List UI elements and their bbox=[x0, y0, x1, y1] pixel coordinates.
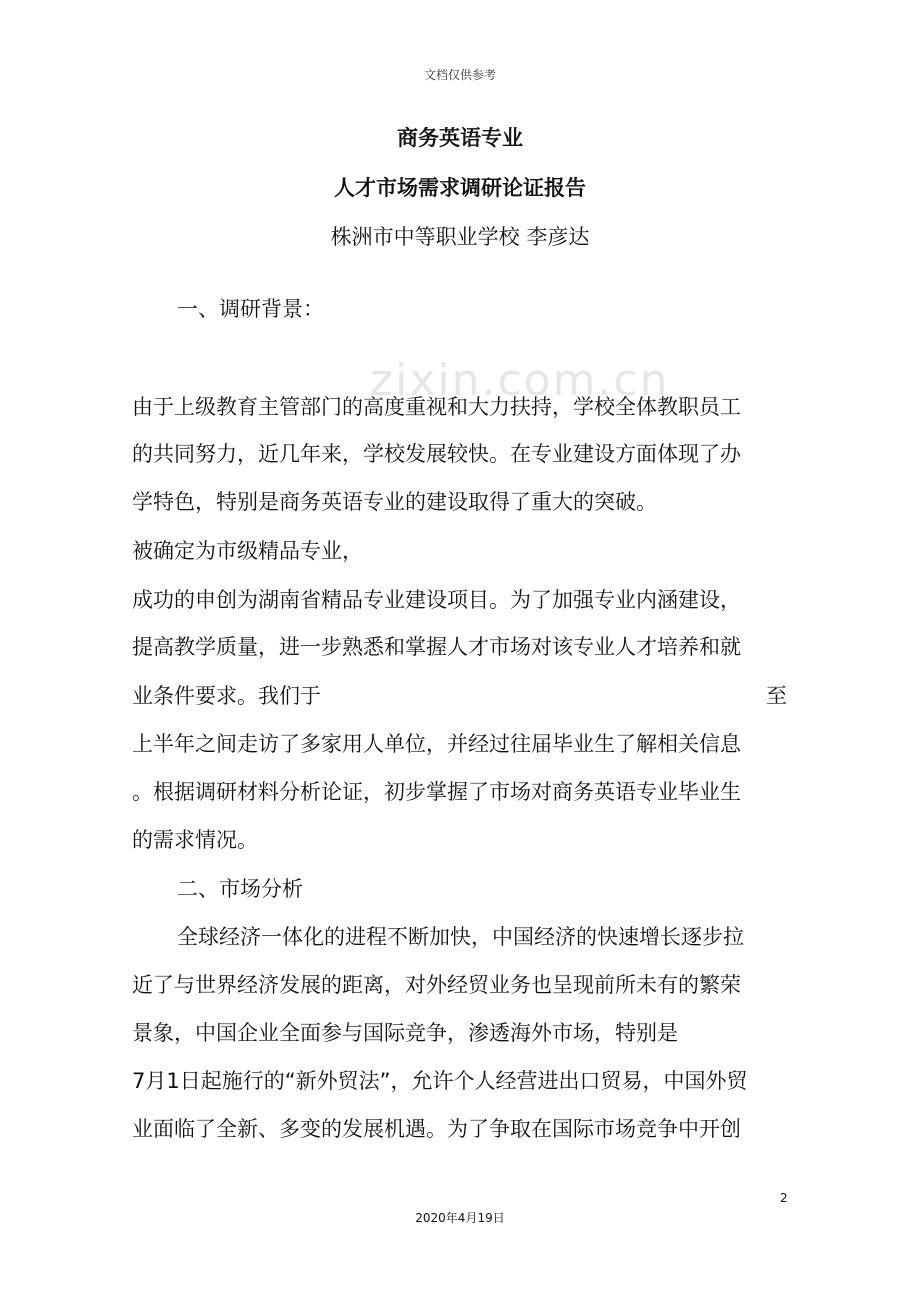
paragraph-line: 提高教学质量，进一步熟悉和掌握人才市场对该专业人才培养和就 bbox=[132, 635, 741, 659]
footer-date: 2020年4月19日 bbox=[415, 1211, 505, 1225]
paragraph-line: 的需求情况。 bbox=[132, 828, 258, 852]
paragraph-line: 7月1日起施行的“新外贸法”，允许个人经营进出口贸易，中国外贸 bbox=[132, 1069, 748, 1093]
paragraph-line: 被确定为市级精品专业， bbox=[132, 539, 363, 563]
page-number: 2 bbox=[780, 1191, 788, 1205]
paragraph-line: 由于上级教育主管部门的高度重视和大力扶持，学校全体教职员工 bbox=[132, 395, 741, 419]
paragraph-line: 的共同努力，近几年来，学校发展较快。在专业建设方面体现了办 bbox=[132, 442, 741, 466]
section-heading: 二、市场分析 bbox=[177, 877, 303, 901]
paragraph-line: 业面临了全新、多变的发展机遇。为了争取在国际市场竞争中开创 bbox=[132, 1117, 741, 1141]
document-title: 商务英语专业 bbox=[397, 126, 523, 150]
paragraph-line: 上半年之间走访了多家用人单位，并经过往届毕业生了解相关信息 bbox=[132, 732, 741, 756]
paragraph-line: 近了与世界经济发展的距离，对外经贸业务也呈现前所未有的繁荣 bbox=[132, 973, 741, 997]
paragraph-line: 全球经济一体化的进程不断加快，中国经济的快速增长逐步拉 bbox=[177, 925, 744, 949]
section-heading: 一、调研背景： bbox=[177, 297, 324, 321]
paragraph-fragment: 至 bbox=[766, 684, 787, 708]
paragraph-line: 景象，中国企业全面参与国际竞争，渗透海外市场，特别是 bbox=[132, 1021, 678, 1045]
paragraph-line: 。根据调研材料分析论证，初步掌握了市场对商务英语专业毕业生 bbox=[132, 780, 741, 804]
page-header: 文档仅供参考 bbox=[423, 68, 496, 82]
document-subtitle: 人才市场需求调研论证报告 bbox=[334, 176, 586, 200]
paragraph-line: 成功的申创为湖南省精品专业建设项目。为了加强专业内涵建设， bbox=[132, 588, 741, 612]
paragraph-line: 学特色，特别是商务英语专业的建设取得了重大的突破。 bbox=[132, 490, 657, 514]
paragraph-line: 业条件要求。我们于 bbox=[132, 684, 321, 708]
author-line: 株洲市中等职业学校 李彦达 bbox=[330, 225, 590, 249]
watermark: zixin.com.cn bbox=[370, 355, 670, 406]
